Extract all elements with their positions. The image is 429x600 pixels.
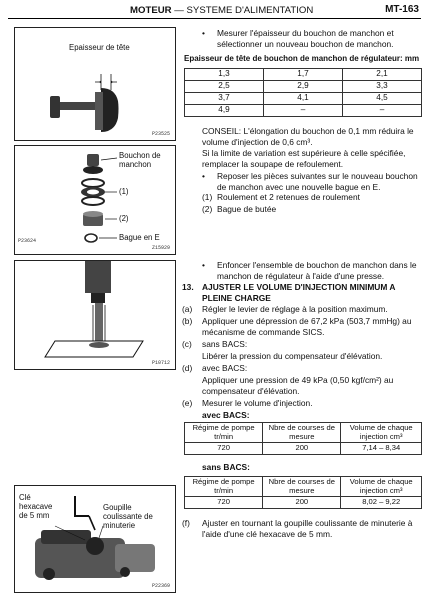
table-cell: 2,1 xyxy=(343,69,422,81)
part-2-label: (2) xyxy=(119,214,129,223)
bullet-marker: • xyxy=(202,260,205,270)
figure-timer-adjust xyxy=(14,485,176,593)
table-header-row xyxy=(185,477,422,497)
sans-bacs-label: sans BACS: xyxy=(202,462,250,472)
column-header: Nbre de courses de mesure xyxy=(263,477,341,497)
thickness-table xyxy=(184,68,422,117)
substep-num-e: (e) xyxy=(182,398,193,408)
table-row xyxy=(185,497,422,509)
step-title: AJUSTER LE VOLUME D'INJECTION MINIMUM A PLEINE CHARGE xyxy=(202,282,396,303)
table-cell: 2,5 xyxy=(185,81,264,93)
step-number: 13. xyxy=(182,282,194,292)
thickness-table-title: Epaisseur de tête de bouchon de manchon de régulateur: mm xyxy=(184,54,420,63)
table-cell: 200 xyxy=(263,443,341,455)
column-header: Régime de pompe tr/min xyxy=(185,423,263,443)
list-item-2: Bague de butée xyxy=(217,204,277,214)
substep-f: Ajuster en tournant la goupille coulissante de minuterie à l'aide d'une clé hexacave de 5 mm. xyxy=(202,518,413,539)
press-illustration xyxy=(15,261,175,369)
avec-bacs-table xyxy=(184,422,422,455)
e-clip-label: Bague en E xyxy=(119,233,160,242)
timer-pin-label: Goupille coulissante de minuterie xyxy=(103,503,153,530)
list-num-1: (1) xyxy=(202,192,213,202)
table-header-row xyxy=(185,423,422,443)
bullet-marker: • xyxy=(202,28,205,38)
table-cell: 4,1 xyxy=(264,93,343,105)
table-cell: 4,5 xyxy=(343,93,422,105)
table-row xyxy=(185,443,422,455)
substep-c-text: Libérer la pression du compensateur d'élévation. xyxy=(202,351,383,361)
header-subsection: SYSTEME D'ALIMENTATION xyxy=(186,5,314,16)
table-cell: 3,7 xyxy=(185,93,264,105)
hex-key-label: Clé hexacave de 5 mm xyxy=(19,493,53,520)
header-dash: — xyxy=(171,5,187,16)
table-row xyxy=(185,81,422,93)
sans-bacs-table xyxy=(184,476,422,509)
substep-c-head: sans BACS: xyxy=(202,339,248,349)
table-row xyxy=(185,105,422,117)
bullet-marker: • xyxy=(202,171,205,181)
substep-d-text: Appliquer une pression de 49 kPa (0,50 kgf/cm²) au compensateur d'élévation. xyxy=(202,375,394,396)
table-cell: 1,3 xyxy=(185,69,264,81)
table-row xyxy=(185,69,422,81)
figure-code: P23525 xyxy=(151,130,170,137)
header-title xyxy=(130,5,313,17)
substep-b: Appliquer une dépression de 67,2 kPa (503,7 mmHg) au mécanisme de commande SICS. xyxy=(202,316,412,337)
substep-num-a: (a) xyxy=(182,304,193,314)
figure-press xyxy=(14,260,176,370)
table-cell: 200 xyxy=(263,497,341,509)
part-1-label: (1) xyxy=(119,187,129,196)
table-cell: 2,9 xyxy=(264,81,343,93)
column-header: Régime de pompe tr/min xyxy=(185,477,263,497)
list-item-1: Roulement et 2 retenues de roulement xyxy=(217,192,360,202)
table-cell: 8,02 – 9,22 xyxy=(341,497,422,509)
table-cell: 4,9 xyxy=(185,105,264,117)
substep-e: Mesurer le volume d'injection. xyxy=(202,398,313,408)
table-row xyxy=(185,93,422,105)
substep-num-f: (f) xyxy=(182,518,190,528)
figure-plug-head-thickness xyxy=(14,27,176,141)
sleeve-plug-label: Bouchon de manchon xyxy=(119,151,161,169)
conseil-label: CONSEIL: xyxy=(202,126,242,136)
conseil-text: L'élongation du bouchon de 0,1 mm réduira le volume d'injection de 0,6 cm³. xyxy=(202,126,414,147)
header-section: MOTEUR xyxy=(130,5,172,16)
column-header: Volume de chaque injection cm³ xyxy=(341,477,422,497)
figure-code: Z15929 xyxy=(151,244,170,251)
table-cell: 1,7 xyxy=(264,69,343,81)
avec-bacs-label: avec BACS: xyxy=(202,410,250,420)
list-num-2: (2) xyxy=(202,204,213,214)
table-cell: 7,14 – 8,34 xyxy=(341,443,422,455)
page-number: MT-163 xyxy=(385,4,419,15)
substep-num-b: (b) xyxy=(182,316,193,326)
page-header xyxy=(8,4,421,19)
substep-a: Régler le levier de réglage à la position maximum. xyxy=(202,304,388,314)
table-cell: 3,3 xyxy=(343,81,422,93)
head-thickness-label: Epaisseur de tête xyxy=(69,43,130,52)
table-cell: – xyxy=(264,105,343,117)
substep-num-d: (d) xyxy=(182,363,193,373)
variation-paragraph: Si la limite de variation est supérieure à celle spécifiée, remplacer la soupape de refoulement. xyxy=(202,148,406,169)
figure-code: P23624 xyxy=(18,237,37,244)
conseil-paragraph xyxy=(202,126,422,148)
figure-code: P10712 xyxy=(151,359,170,366)
column-header: Nbre de courses de mesure xyxy=(263,423,341,443)
substep-d-head: avec BACS: xyxy=(202,363,248,373)
table-cell: – xyxy=(343,105,422,117)
substep-num-c: (c) xyxy=(182,339,192,349)
figure-plug-assembly xyxy=(14,145,176,255)
press-paragraph: Enfoncer l'ensemble de bouchon de manchon dans le manchon de régulateur à l'aide d'une presse. xyxy=(217,260,417,281)
column-header: Volume de chaque injection cm³ xyxy=(341,423,422,443)
table-cell: 720 xyxy=(185,443,263,455)
table-cell: 720 xyxy=(185,497,263,509)
measure-paragraph: Mesurer l'épaisseur du bouchon de manchon et sélectionner un nouveau bouchon de manchon. xyxy=(217,28,394,49)
figure-code: P22369 xyxy=(151,582,170,589)
reinstall-paragraph: Reposer les pièces suivantes sur le nouveau bouchon de manchon avec une nouvelle bague en E. xyxy=(217,171,418,192)
